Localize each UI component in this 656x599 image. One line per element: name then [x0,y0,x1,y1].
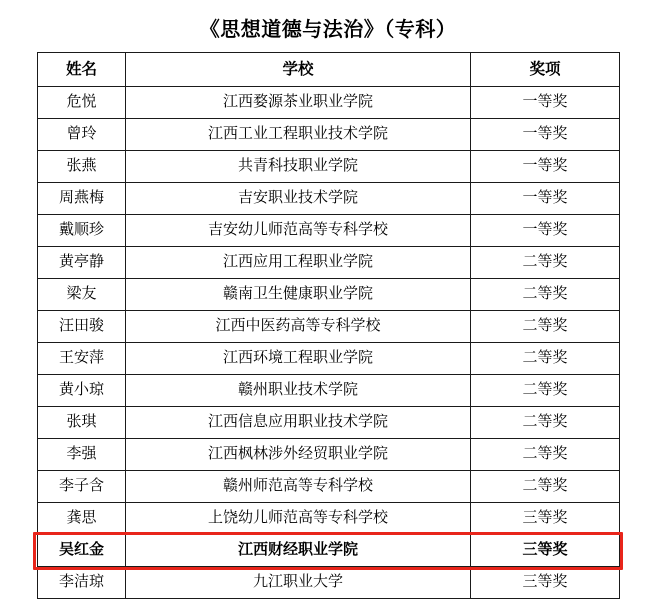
cell-name: 李子含 [38,471,126,503]
cell-name: 危悦 [38,87,126,119]
cell-name: 李强 [38,439,126,471]
cell-name: 龚思 [38,503,126,535]
cell-award: 二等奖 [471,343,620,375]
cell-name: 李洁琼 [38,567,126,599]
table-row [38,247,620,279]
cell-award: 二等奖 [471,439,620,471]
column-header-award: 奖项 [471,53,620,87]
table-row [38,215,620,247]
table-row [38,119,620,151]
cell-school: 江西枫林涉外经贸职业学院 [126,439,471,471]
cell-school: 江西信息应用职业技术学院 [126,407,471,439]
cell-award: 一等奖 [471,215,620,247]
table-row [38,311,620,343]
cell-school: 共青科技职业学院 [126,151,471,183]
table-body [38,87,620,599]
cell-name: 汪田骏 [38,311,126,343]
cell-name: 戴顺珍 [38,215,126,247]
table-header [38,53,620,87]
cell-name: 梁友 [38,279,126,311]
cell-school: 江西中医药高等专科学校 [126,311,471,343]
cell-award: 二等奖 [471,471,620,503]
table-row [38,471,620,503]
cell-school: 上饶幼儿师范高等专科学校 [126,503,471,535]
cell-name: 黄亭静 [38,247,126,279]
cell-school: 江西环境工程职业学院 [126,343,471,375]
cell-award: 三等奖 [471,567,620,599]
cell-award: 二等奖 [471,407,620,439]
table-row [38,183,620,215]
cell-school: 赣州职业技术学院 [126,375,471,407]
column-header-name: 姓名 [38,53,126,87]
cell-name: 吴红金 [38,535,126,567]
table-header-row [38,53,620,87]
page-title: 《思想道德与法治》（专科） [199,19,457,41]
table-row [38,151,620,183]
table-row [38,87,620,119]
cell-award: 一等奖 [471,87,620,119]
award-table [37,52,620,599]
cell-award: 一等奖 [471,151,620,183]
table-row [38,343,620,375]
cell-name: 张琪 [38,407,126,439]
cell-name: 曾玲 [38,119,126,151]
cell-school: 江西应用工程职业学院 [126,247,471,279]
table-row [38,567,620,599]
cell-school: 江西财经职业学院 [126,535,471,567]
cell-award: 三等奖 [471,535,620,567]
cell-name: 王安萍 [38,343,126,375]
cell-award: 二等奖 [471,375,620,407]
cell-school: 吉安幼儿师范高等专科学校 [126,215,471,247]
cell-school: 赣州师范高等专科学校 [126,471,471,503]
cell-award: 二等奖 [471,247,620,279]
award-table-container [37,52,619,599]
column-header-school: 学校 [126,53,471,87]
table-row [38,375,620,407]
table-row [38,503,620,535]
table-row [38,535,620,567]
cell-award: 二等奖 [471,279,620,311]
cell-name: 周燕梅 [38,183,126,215]
cell-school: 九江职业大学 [126,567,471,599]
cell-name: 黄小琼 [38,375,126,407]
cell-school: 赣南卫生健康职业学院 [126,279,471,311]
table-row [38,279,620,311]
cell-award: 一等奖 [471,119,620,151]
cell-award: 一等奖 [471,183,620,215]
cell-school: 江西工业工程职业技术学院 [126,119,471,151]
cell-school: 吉安职业技术学院 [126,183,471,215]
cell-award: 二等奖 [471,311,620,343]
cell-school: 江西婺源茶业职业学院 [126,87,471,119]
cell-award: 三等奖 [471,503,620,535]
table-row [38,407,620,439]
cell-name: 张燕 [38,151,126,183]
table-row [38,439,620,471]
